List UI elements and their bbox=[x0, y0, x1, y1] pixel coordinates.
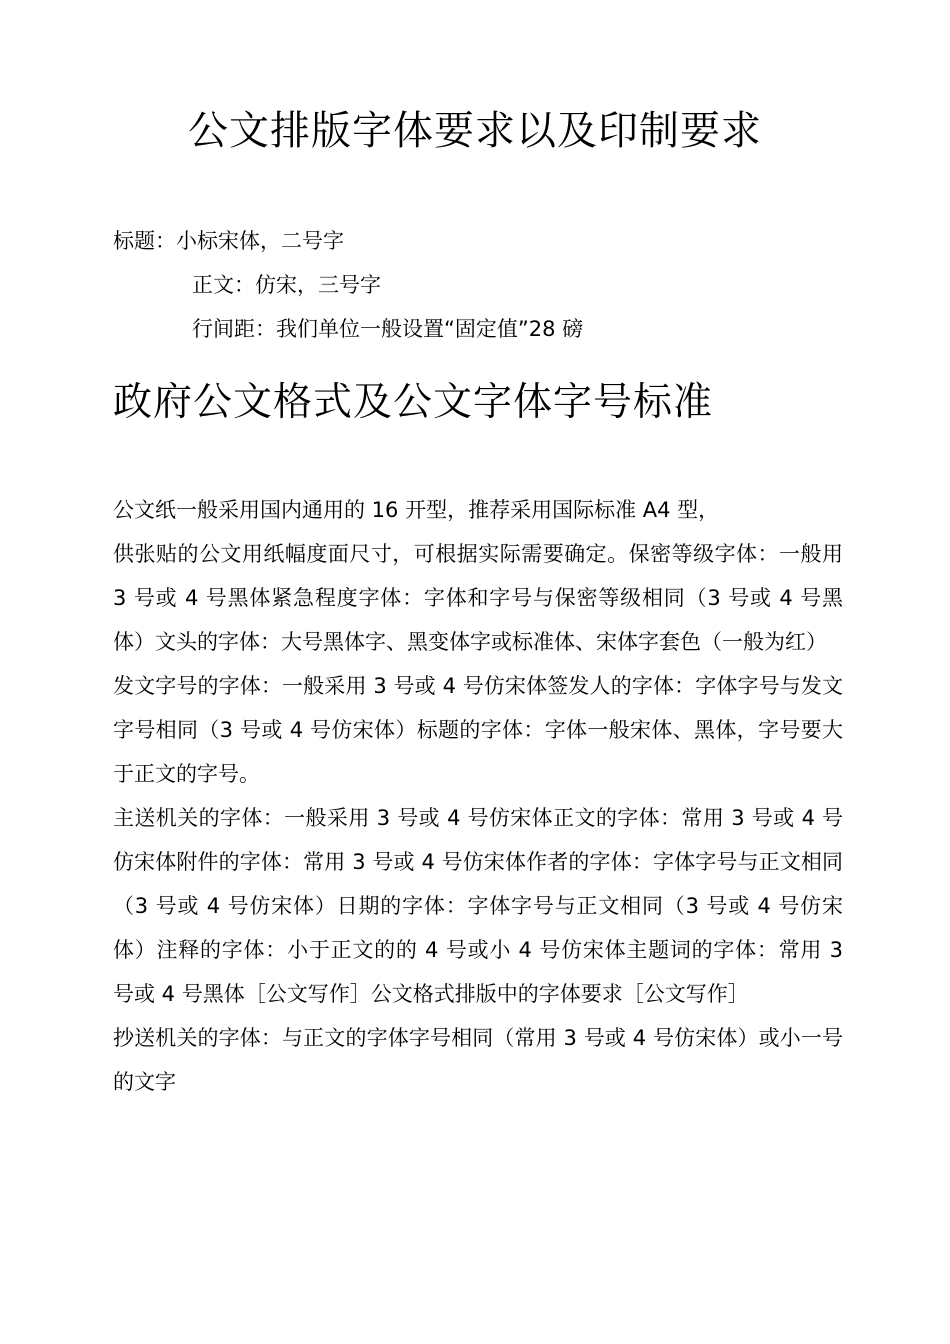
spec-line-spacing: 行间距：我们单位一般设置“固定值”28 磅 bbox=[192, 317, 584, 341]
section-title: 政府公文格式及公文字体字号标准 bbox=[113, 380, 714, 425]
body-text bbox=[113, 488, 843, 1104]
document-title: 公文排版字体要求以及印制要求 bbox=[188, 108, 762, 154]
paragraph-paper-size: 公文纸一般采用国内通用的 16 开型，推荐采用国际标准 A4 型， bbox=[113, 498, 720, 522]
paragraph-issue-number-fonts: 发文字号的字体：一般采用 3 号或 4 号仿宋体签发人的字体：字体字号与发文字号相同（3 号或 4 号仿宋体）标题的字体：字体一般宋体、黑体，字号要大于正文的字号。 bbox=[113, 674, 843, 786]
spec-title-font: 标题：小标宋体，二号字 bbox=[113, 229, 344, 253]
spec-body-font: 正文：仿宋，三号字 bbox=[192, 273, 381, 297]
paragraph-main-recipient-fonts: 主送机关的字体：一般采用 3 号或 4 号仿宋体正文的字体：常用 3 号或 4 号仿宋体附件的字体：常用 3 号或 4 号仿宋体作者的字体：字体字号与正文相同（3 号或 4 号仿宋体）日期的字体：字体字号与正文相同（3 号或 4 号仿宋体）注释的字体：小于正文的的 4 号或小 4 号仿宋体主题词的字体：常用 3 号或 4 号黑体［公文写作］公文格式排版中的字体要求［公文写作］ bbox=[113, 806, 843, 1006]
paragraph-header-fonts: 供张贴的公文用纸幅度面尺寸，可根据实际需要确定。保密等级字体：一般用 3 号或 4 号黑体紧急程度字体：字体和字号与保密等级相同（3 号或 4 号黑体）文头的字体：大号黑体字、黑变体字或标准体、宋体字套色（一般为红） bbox=[113, 542, 843, 654]
paragraph-cc-fonts: 抄送机关的字体：与正文的字体字号相同（常用 3 号或 4 号仿宋体）或小一号的文字 bbox=[113, 1026, 843, 1094]
